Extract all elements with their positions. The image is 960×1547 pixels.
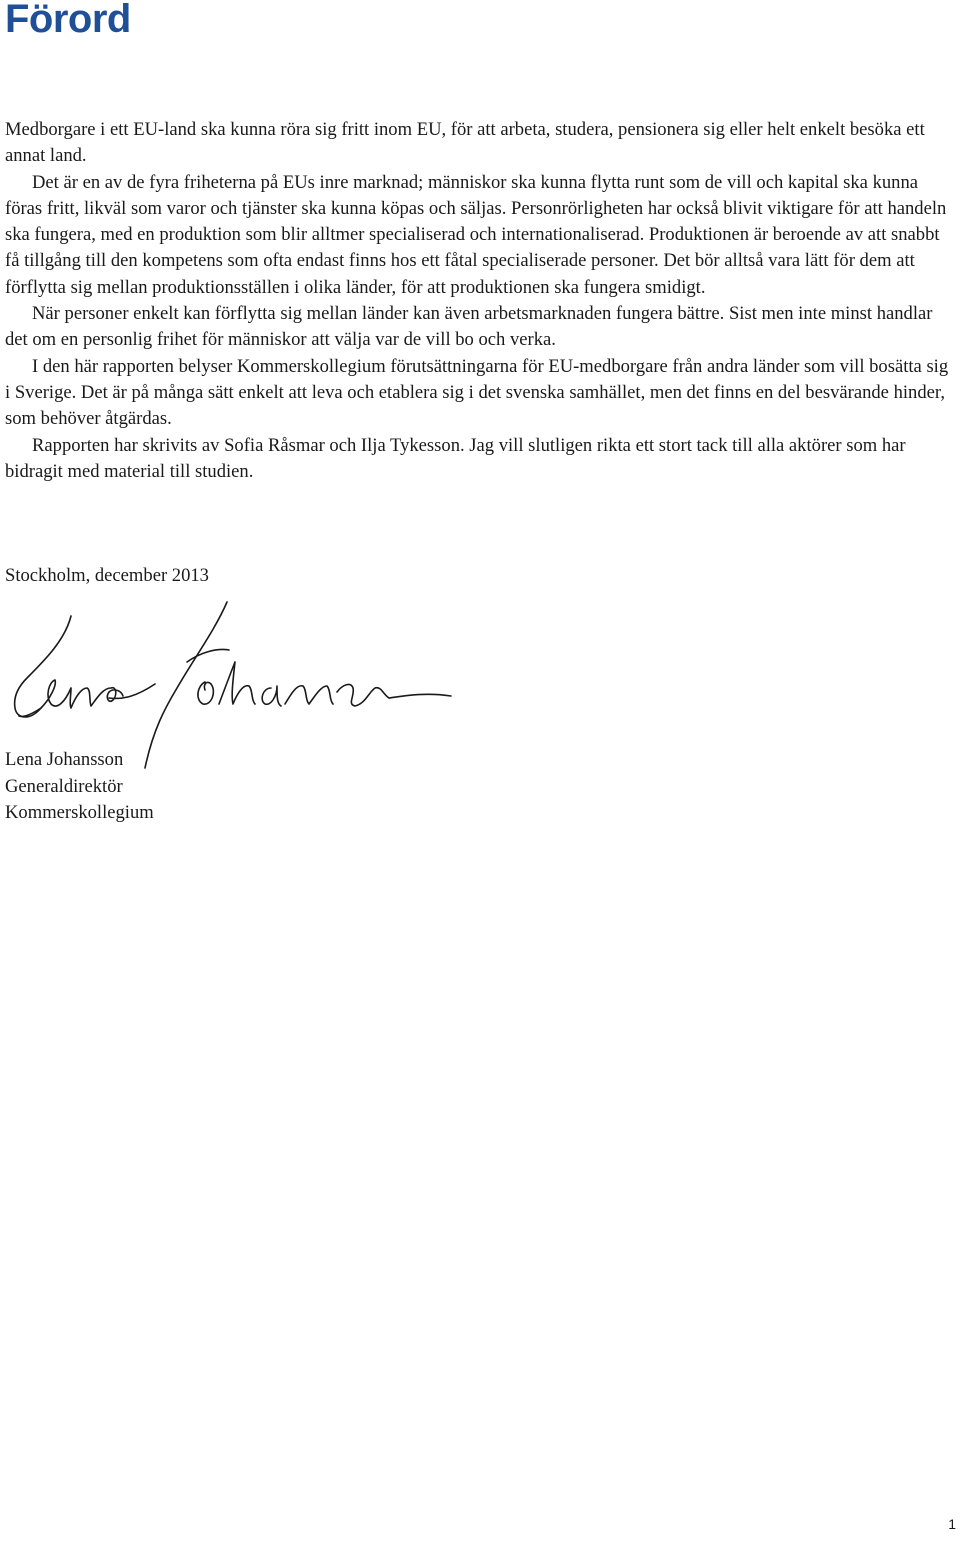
place-and-date: Stockholm, december 2013: [5, 565, 209, 586]
foreword-body: [5, 117, 957, 485]
signer-organization: Kommerskollegium: [5, 802, 154, 823]
paragraph-2: Det är en av de fyra friheterna på EUs inre marknad; människor ska kunna flytta runt som de vill och kapital ska kunna föras fritt, likväl som varor och tjänster ska kunna köpas och säljas. Personrörligheten har också blivit viktigare för att handeln ska fungera, med en produktion som blir alltmer specialiserad och internationaliserad. Produktionen är beroende av att snabbt få tillgång till den kompetens som ofta endast finns hos ett fåtal specialiserade personer. Det bör alltså vara lätt för dem att förflytta sig mellan produktionsställen i olika länder, för att produktionen ska fungera smidigt.: [5, 171, 947, 298]
paragraph-4: I den här rapporten belyser Kommerskollegium förutsättningarna för EU-medborgare från andra länder som vill bosätta sig i Sverige. Det är på många sätt enkelt att leva och etablera sig i det svenska samhället, men det finns en del besvärande hinder, som behöver åtgärdas.: [5, 355, 949, 430]
page-title: Förord: [5, 0, 131, 41]
page-number: 1: [948, 1516, 956, 1532]
paragraph-1: Medborgare i ett EU-land ska kunna röra sig fritt inom EU, för att arbeta, studera, pensionera sig eller helt enkelt besöka ett annat land.: [5, 119, 925, 167]
signer-name: Lena Johansson: [5, 749, 124, 770]
signer-block: [5, 747, 154, 827]
paragraph-3: När personer enkelt kan förflytta sig mellan länder kan även arbetsmarknaden fungera bättre. Sist men inte minst handlar det om en personlig frihet för människor att välja var de vill bo och verka.: [5, 303, 933, 351]
paragraph-5: Rapporten har skrivits av Sofia Råsmar och Ilja Tykesson. Jag vill slutligen rikta ett stort tack till alla aktörer som har bidragit med material till studien.: [5, 434, 906, 482]
signer-role: Generaldirektör: [5, 775, 123, 797]
